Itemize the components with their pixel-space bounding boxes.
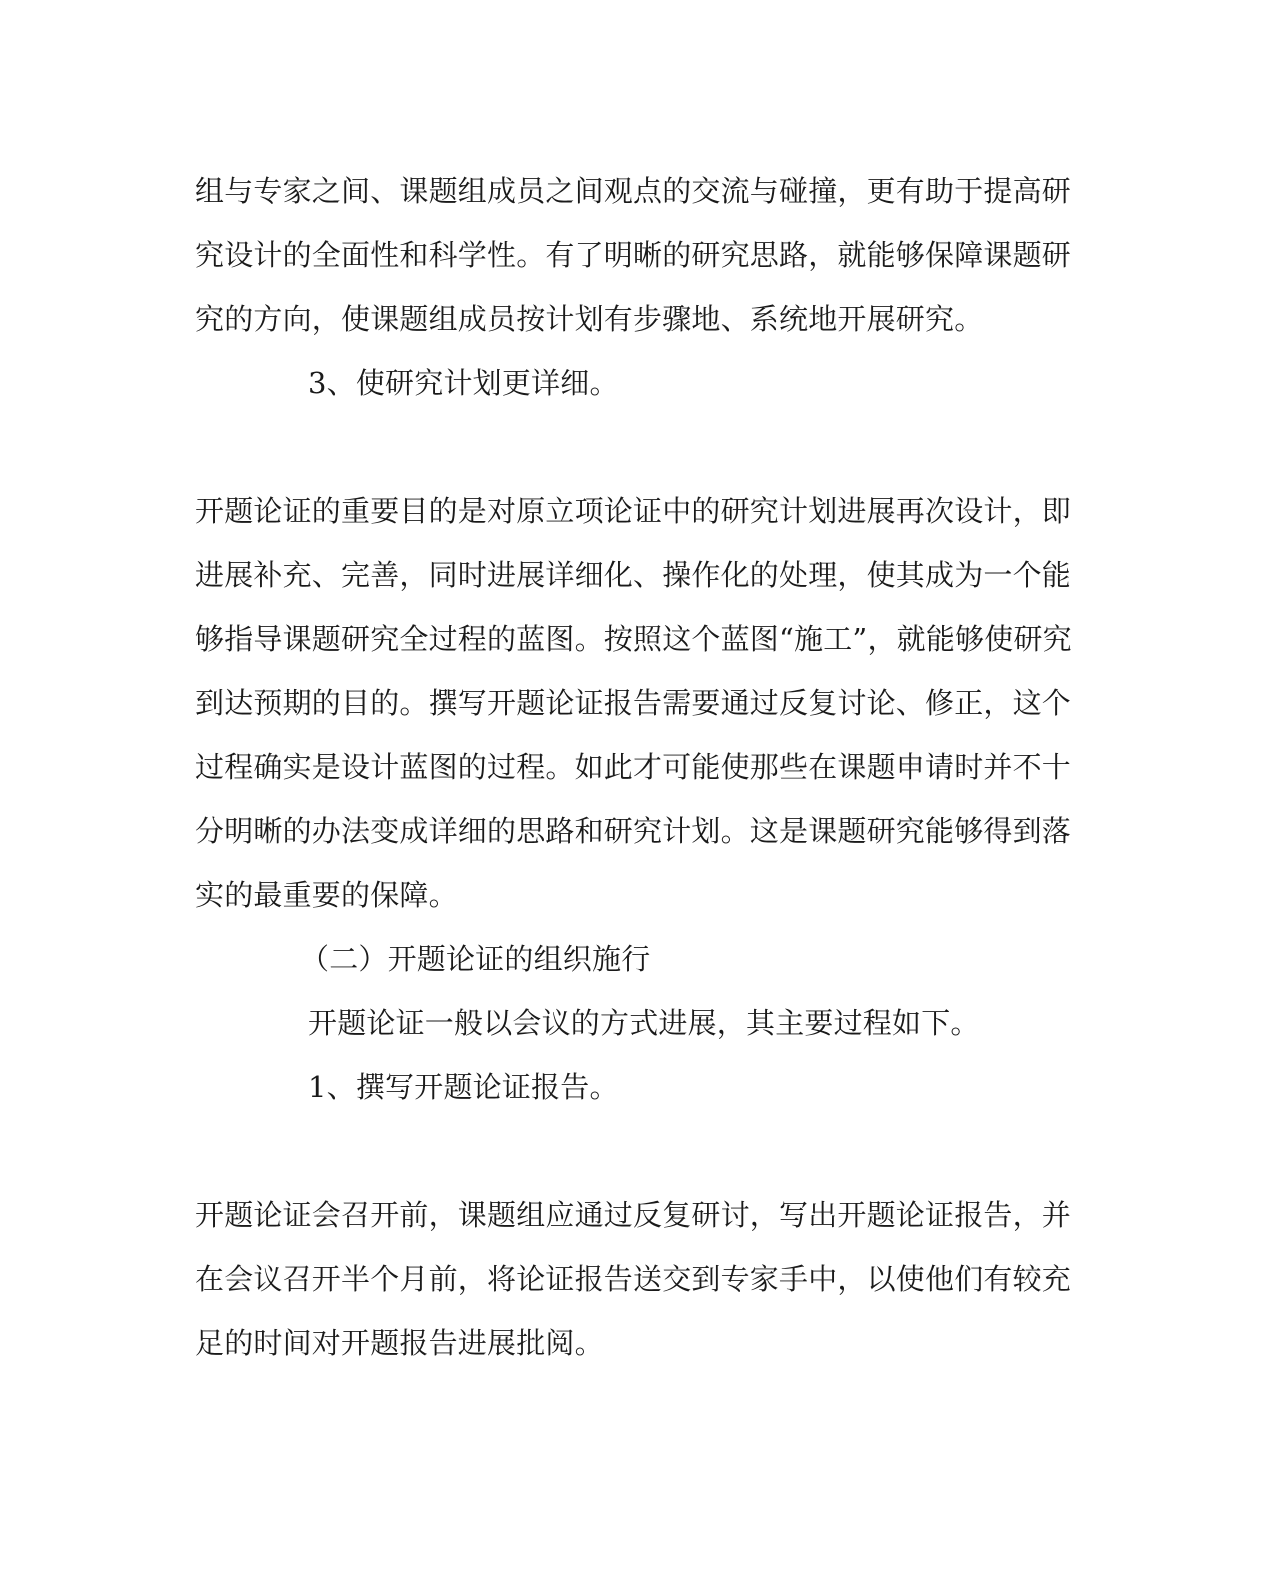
paragraph-line: 究设计的全面性和科学性。有了明晰的研究思路，就能够保障课题研 — [195, 238, 1072, 272]
section-heading: （二）开题论证的组织施行 — [300, 942, 651, 976]
paragraph-line: 进展补充、完善，同时进展详细化、操作化的处理，使其成为一个能 — [195, 558, 1072, 592]
section-heading: 3、使研究计划更详细。 — [308, 366, 619, 400]
paragraph-line: 组与专家之间、课题组成员之间观点的交流与碰撞，更有助于提高研 — [195, 174, 1072, 208]
section-heading: 1、撰写开题论证报告。 — [308, 1070, 619, 1104]
paragraph-line: 在会议召开半个月前，将论证报告送交到专家手中，以使他们有较充 — [195, 1262, 1072, 1296]
paragraph-line: 实的最重要的保障。 — [195, 878, 458, 912]
paragraph-line: 到达预期的目的。撰写开题论证报告需要通过反复讨论、修正，这个 — [195, 686, 1072, 720]
paragraph-line: 究的方向，使课题组成员按计划有步骤地、系统地开展研究。 — [195, 302, 984, 336]
paragraph-line: 开题论证一般以会议的方式进展，其主要过程如下。 — [308, 1006, 980, 1040]
paragraph-line: 过程确实是设计蓝图的过程。如此才可能使那些在课题申请时并不十 — [195, 750, 1072, 784]
paragraph-line: 开题论证会召开前，课题组应通过反复研讨，写出开题论证报告，并 — [195, 1198, 1072, 1232]
paragraph-line: 开题论证的重要目的是对原立项论证中的研究计划进展再次设计，即 — [195, 494, 1072, 528]
paragraph-line: 够指导课题研究全过程的蓝图。按照这个蓝图“施工”，就能够使研究 — [195, 622, 1072, 656]
paragraph-line: 分明晰的办法变成详细的思路和研究计划。这是课题研究能够得到落 — [195, 814, 1072, 848]
paragraph-line: 足的时间对开题报告进展批阅。 — [195, 1326, 604, 1360]
